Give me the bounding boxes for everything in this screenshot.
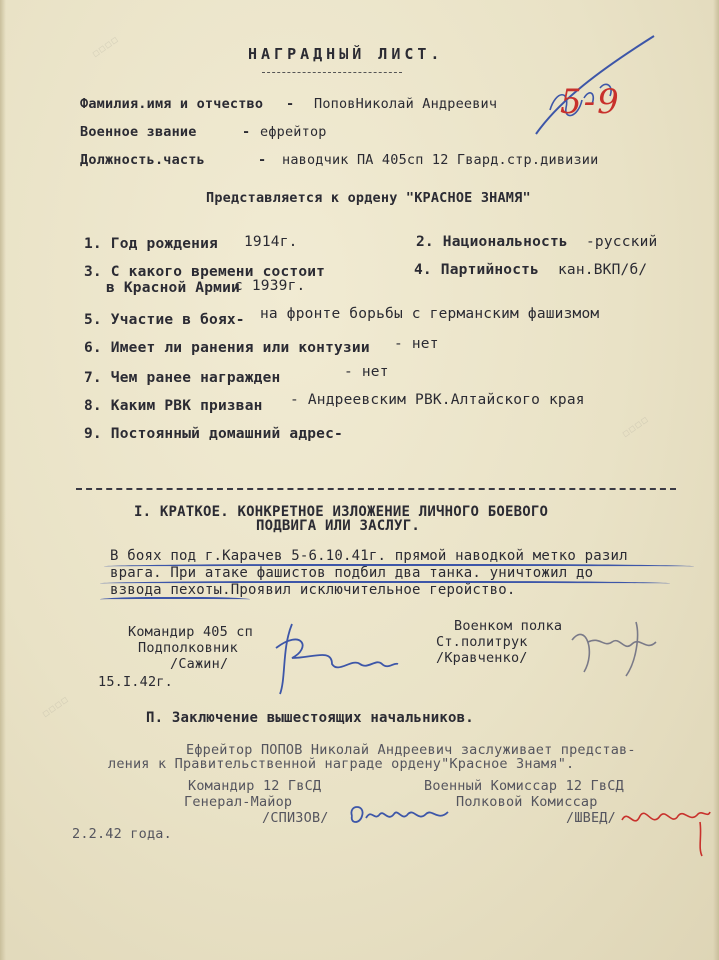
signature-date-2: 2.2.42 года. [72, 826, 172, 842]
division-commander-title: Командир 12 ГвСД [188, 778, 322, 794]
watermark: ▫▫▫▫ [618, 412, 651, 441]
blue-underline [100, 581, 670, 587]
watermark: ▫▫▫▫ [38, 692, 71, 721]
fio-label: Фамилия.имя и отчество [80, 96, 264, 112]
section1-heading: I. КРАТКОЕ. КОНКРЕТНОЕ ИЗЛОЖЕНИЕ ЛИЧНОГО БОЕВОГО [134, 504, 549, 520]
item-battles-value: на фронте борьбы с германским фашизмом [260, 306, 600, 322]
item-service-since-label: 3. С какого времени состоит [84, 264, 326, 280]
blue-underline [100, 597, 250, 603]
document-title: НАГРАДНЫЙ ЛИСТ. [248, 45, 444, 63]
commander-rank: Подполковник [138, 640, 238, 656]
signature-kravchenko [566, 612, 666, 682]
item-birth-year-label: 1. Год рождения [84, 236, 218, 252]
division-commissar-title: Военный Комиссар 12 ГвСД [424, 778, 624, 794]
item-wounds-label: 6. Имеет ли ранения или контузии [84, 340, 370, 356]
signature-spizov [344, 800, 454, 830]
title-underline [262, 72, 402, 73]
position-separator: - [258, 152, 267, 168]
rank-value: ефрейтор [260, 124, 327, 140]
item-nationality-value: -русский [586, 234, 658, 250]
signature-shved [618, 800, 714, 860]
item-party-value: кан.ВКП/б/ [558, 262, 648, 278]
item-rvk-label: 8. Каким РВК призван [84, 398, 263, 414]
commander-title: Командир 405 сп [128, 624, 253, 640]
section-separator [76, 488, 676, 490]
corner-number: 5-9 [560, 82, 621, 122]
blue-underline [104, 564, 694, 570]
item-wounds-value: - нет [394, 336, 439, 352]
conclusion-text-line-2: ления к Правительственной награде ордену"Красное Знамя". [108, 756, 575, 772]
position-label: Должность.часть [80, 152, 205, 168]
item-service-since-value: с 1939г. [234, 278, 306, 294]
fio-separator: - [286, 96, 295, 112]
item-rvk-value: - Андреевским РВК.Алтайского края [290, 392, 585, 408]
feat-text-line-3: взвода пехоты.Проявил исключительное геройство. [110, 582, 516, 598]
position-value: наводчик ПА 405сп 12 Гвард.стр.дивизии [282, 152, 599, 168]
item-battles-label: 5. Участие в боях- [84, 312, 245, 328]
item-awards-label: 7. Чем ранее награжден [84, 370, 281, 386]
feat-text-line-2: врага. При атаке фашистов подбил два танка. уничтожил до [110, 565, 594, 581]
signature-sazhin [272, 618, 402, 698]
section1-heading-2: ПОДВИГА ИЛИ ЗАСЛУГ. [256, 518, 420, 534]
commissar-title: Военком полка [454, 618, 563, 634]
division-commander-name: /СПИЗОВ/ [262, 810, 329, 826]
item-address-label: 9. Постоянный домашний адрес- [84, 426, 343, 442]
division-commissar-name: /ШВЕД/ [566, 810, 616, 826]
rank-separator: - [242, 124, 251, 140]
item-service-since-label-2: в Красной Армии [106, 280, 240, 296]
item-nationality-label: 2. Национальность [416, 234, 568, 250]
watermark: ▫▫▫▫ [88, 32, 121, 61]
division-commander-rank: Генерал-Майор [184, 794, 293, 810]
paper-edge-left [0, 0, 6, 960]
fio-value: ПоповНиколай Андреевич [314, 96, 498, 112]
conclusion-text-line-1: Ефрейтор ПОПОВ Николай Андреевич заслуживает представ- [186, 742, 636, 758]
commissar-rank: Ст.политрук [436, 634, 528, 650]
commander-name: /Сажин/ [170, 656, 229, 672]
feat-text-line-1: В боях под г.Карачев 5-6.10.41г. прямой наводкой метко разил [110, 548, 628, 564]
nominated-line: Представляется к ордену "КРАСНОЕ ЗНАМЯ" [206, 190, 531, 206]
signature-date-1: 15.I.42г. [98, 674, 173, 690]
item-party-label: 4. Партийность [414, 262, 540, 278]
rank-label: Военное звание [80, 124, 197, 140]
commissar-name: /Кравченко/ [436, 650, 528, 666]
division-commissar-rank: Полковой Комиссар [456, 794, 598, 810]
section2-heading: П. Заключение вышестоящих начальников. [146, 710, 474, 726]
item-birth-year-value: 1914г. [244, 234, 298, 250]
item-awards-value: - нет [344, 364, 389, 380]
